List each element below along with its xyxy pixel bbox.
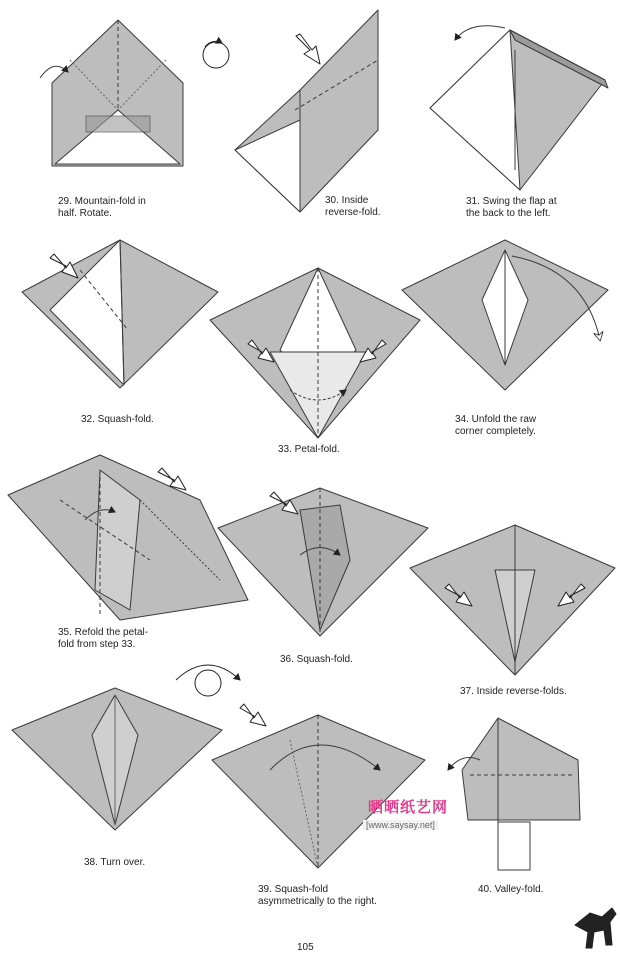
step-33-caption: 33. Petal-fold. bbox=[278, 444, 340, 455]
step-31-diagram bbox=[430, 26, 608, 190]
page-number: 105 bbox=[297, 942, 314, 953]
step-38-diagram bbox=[12, 688, 222, 830]
step-33-diagram bbox=[210, 268, 420, 438]
step-40-caption: 40. Valley-fold. bbox=[478, 884, 544, 895]
step-31-caption: 31. Swing the flap at the back to the left. bbox=[466, 196, 557, 219]
watermark-chinese: 晒晒纸艺网 bbox=[368, 799, 449, 816]
step-34-diagram bbox=[402, 240, 608, 390]
rotate-symbol-icon bbox=[203, 41, 229, 68]
step-35-caption: 35. Refold the petal- fold from step 33. bbox=[58, 627, 149, 650]
step-40-diagram bbox=[448, 718, 580, 870]
step-29-diagram bbox=[40, 20, 183, 166]
horse-logo-icon bbox=[575, 908, 616, 948]
turn-over-icon bbox=[176, 665, 240, 696]
step-32-diagram bbox=[22, 240, 218, 388]
step-32-caption: 32. Squash-fold. bbox=[81, 414, 154, 425]
step-34-caption: 34. Unfold the raw corner completely. bbox=[455, 414, 537, 437]
step-35-diagram bbox=[8, 455, 248, 620]
step-39-caption: 39. Squash-fold asymmetrically to the right. bbox=[258, 884, 377, 907]
step-38-caption: 38. Turn over. bbox=[84, 857, 146, 868]
step-29-caption: 29. Mountain-fold in half. Rotate. bbox=[58, 196, 146, 219]
step-36-caption: 36. Squash-fold. bbox=[280, 654, 353, 665]
step-37-diagram bbox=[410, 525, 615, 675]
step-39-diagram bbox=[212, 704, 425, 868]
step-36-diagram bbox=[218, 488, 428, 636]
step-30-diagram bbox=[235, 10, 378, 212]
step-30-caption: 30. Inside reverse-fold. bbox=[325, 195, 381, 218]
step-37-caption: 37. Inside reverse-folds. bbox=[460, 686, 567, 697]
watermark-url: [www.saysay.net] bbox=[363, 820, 438, 830]
